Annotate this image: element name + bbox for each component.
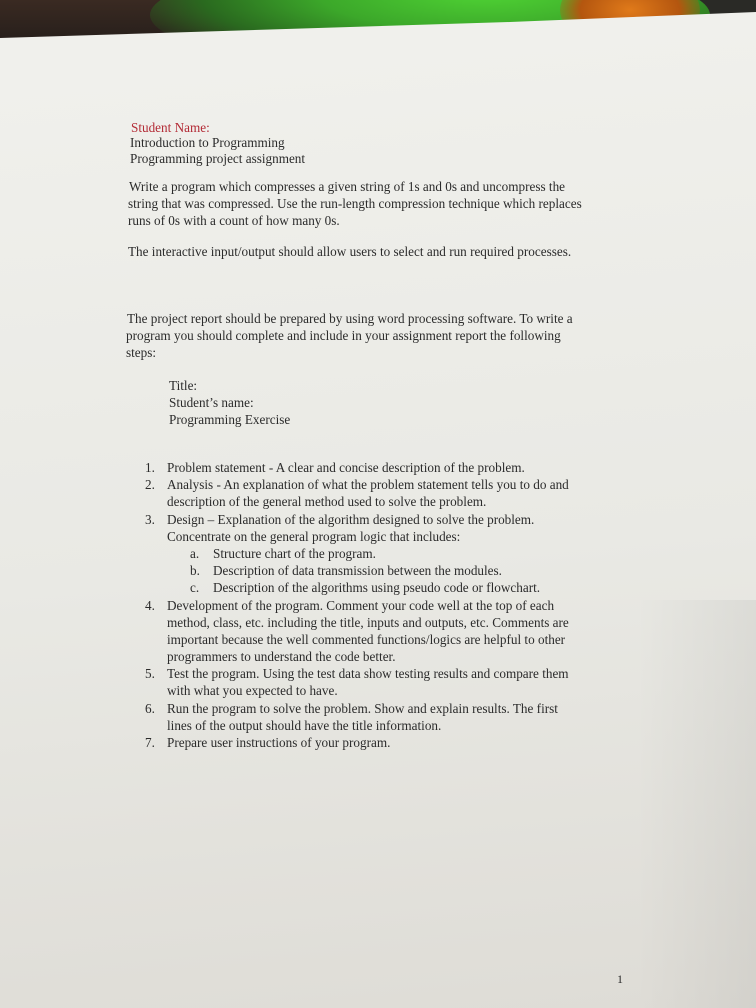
substep-text: Structure chart of the program. — [213, 546, 376, 561]
substep-text: Description of the algorithms using pseudo code or flowchart. — [213, 580, 541, 595]
course-title: Introduction to Programming — [130, 135, 285, 150]
step-line: programmers to understand the code better. — [167, 649, 396, 664]
exercise-label: Programming Exercise — [169, 412, 291, 427]
title-label: Title: — [169, 378, 198, 393]
step-number: 3. — [145, 512, 155, 527]
step-line: Design – Explanation of the algorithm designed to solve the problem. — [167, 512, 535, 527]
step-number: 7. — [145, 735, 155, 750]
step-line: Run the program to solve the problem. Show and explain results. The first — [167, 701, 558, 716]
step-line: with what you expected to have. — [167, 683, 338, 698]
step-line: method, class, etc. including the title, inputs and outputs, etc. Comments are — [167, 615, 569, 630]
step-number: 5. — [145, 666, 155, 681]
student-name-label: Student Name: — [131, 120, 210, 135]
step-line: description of the general method used to solve the problem. — [167, 494, 487, 509]
step-line: Concentrate on the general program logic that includes: — [167, 529, 461, 544]
step-line: lines of the output should have the title information. — [167, 718, 442, 733]
report-line: steps: — [126, 345, 157, 360]
step-number: 6. — [145, 701, 155, 716]
report-line: program you should complete and include in your assignment report the following — [126, 328, 561, 343]
step-line: Problem statement - A clear and concise description of the problem. — [167, 460, 525, 475]
substep-letter: a. — [190, 546, 200, 561]
substep-letter: b. — [190, 563, 200, 578]
intro-line: runs of 0s with a count of how many 0s. — [128, 213, 340, 228]
step-number: 1. — [145, 460, 155, 475]
intro-line: string that was compressed. Use the run-length compression technique which replaces — [128, 196, 582, 211]
step-line: Analysis - An explanation of what the problem statement tells you to do and — [167, 477, 569, 492]
step-line: Development of the program. Comment your code well at the top of each — [167, 598, 555, 613]
assignment-title: Programming project assignment — [130, 151, 306, 166]
step-number: 2. — [145, 477, 155, 492]
report-line: The project report should be prepared by using word processing software. To write a — [127, 311, 573, 326]
intro-line: Write a program which compresses a given string of 1s and 0s and uncompress the — [129, 179, 566, 194]
interactive-requirement: The interactive input/output should allow users to select and run required processes. — [128, 244, 572, 259]
student-name-field-label: Student’s name: — [169, 395, 254, 410]
substep-text: Description of data transmission between the modules. — [213, 563, 502, 578]
step-line: important because the well commented functions/logics are helpful to other — [167, 632, 566, 647]
step-number: 4. — [145, 598, 155, 613]
step-line: Test the program. Using the test data show testing results and compare them — [167, 666, 569, 681]
step-line: Prepare user instructions of your program. — [167, 735, 391, 750]
page-number: 1 — [617, 972, 623, 986]
substep-letter: c. — [190, 580, 200, 595]
